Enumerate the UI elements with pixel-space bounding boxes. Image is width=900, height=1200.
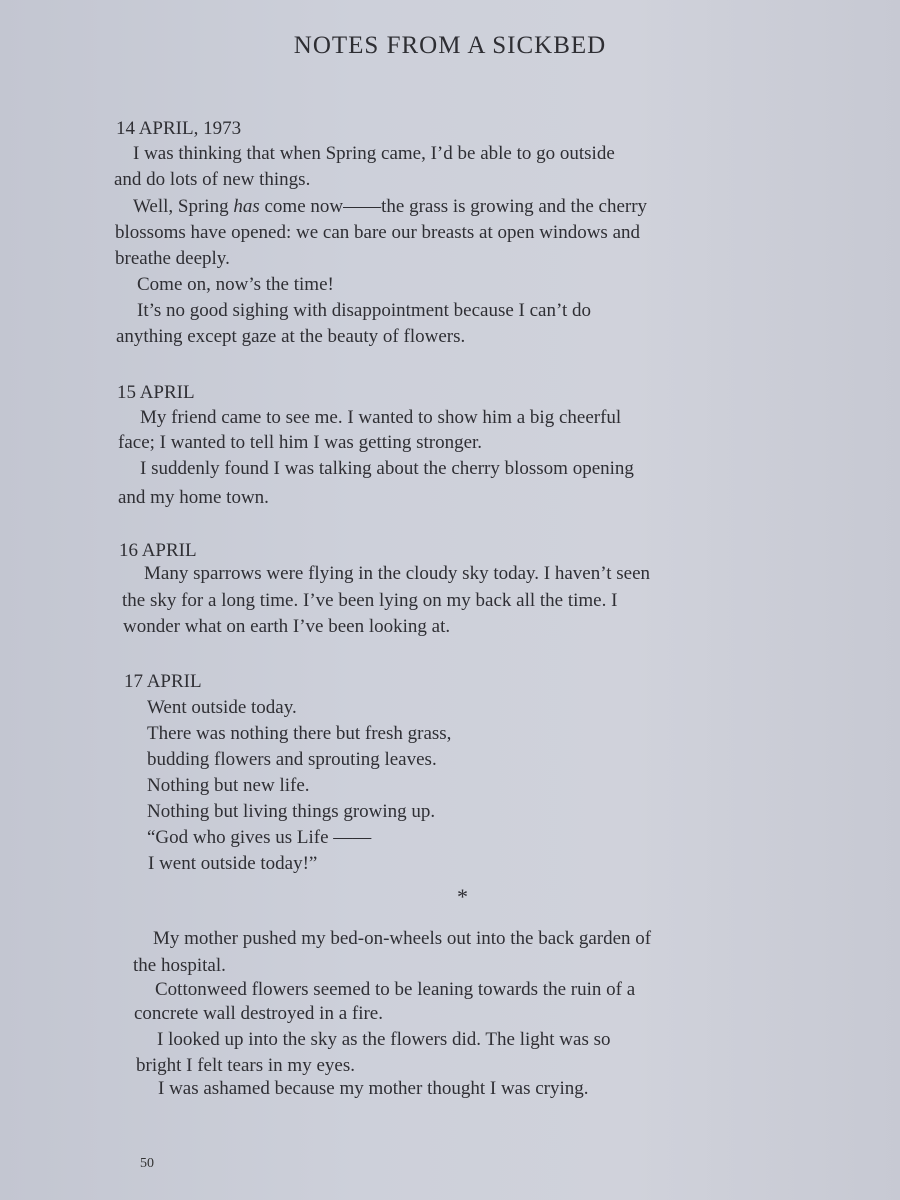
entry-line: the sky for a long time. I’ve been lying on my back all the time. I [122,590,618,611]
entry-line: “God who gives us Life —— [147,827,372,848]
entry-date: 15 APRIL [117,382,195,403]
entry-line: and my home town. [118,487,269,508]
entry-line: I was thinking that when Spring came, I’d be able to go outside [133,143,615,164]
page-title: NOTES FROM A SICKBED [293,32,607,59]
entry-date: 16 APRIL [119,540,197,561]
passage-line: I looked up into the sky as the flowers did. The light was so [157,1029,611,1050]
entry-line: wonder what on earth I’ve been looking at. [123,616,451,637]
entry-line: and do lots of new things. [114,169,311,190]
entry-line: Come on, now’s the time! [137,274,334,295]
entry-line: budding flowers and sprouting leaves. [147,749,437,770]
entry-line: There was nothing there but fresh grass, [147,723,452,744]
entry-line: Nothing but new life. [147,775,310,796]
emphasis-text: has [233,196,260,217]
entry-line: I went outside today!” [148,853,318,874]
passage-line: concrete wall destroyed in a fire. [134,1003,383,1024]
entry-line: face; I wanted to tell him I was getting stronger. [118,432,483,453]
entry-line: anything except gaze at the beauty of flowers. [116,326,466,347]
entry-date: 14 APRIL, 1973 [116,118,242,139]
entry-line: breathe deeply. [115,248,230,269]
entry-line: Many sparrows were flying in the cloudy sky today. I haven’t seen [144,563,651,584]
entry-line: Well, Spring has come now——the grass is growing and the cherry [133,196,648,217]
passage-line: bright I felt tears in my eyes. [136,1055,355,1076]
entry-line: It’s no good sighing with disappointment because I can’t do [137,300,591,321]
entry-line: blossoms have opened: we can bare our breasts at open windows and [115,222,640,243]
entry-line: I suddenly found I was talking about the cherry blossom opening [140,458,634,479]
page-number: 50 [140,1156,154,1171]
passage-line: Cottonweed flowers seemed to be leaning towards the ruin of a [155,979,636,1000]
passage-line: I was ashamed because my mother thought I was crying. [158,1078,589,1099]
passage-line: My mother pushed my bed-on-wheels out into the back garden of [153,928,652,949]
passage-line: the hospital. [133,955,226,976]
section-separator: * [457,884,468,909]
entry-date: 17 APRIL [124,671,202,692]
entry-line: Went outside today. [147,697,297,718]
entry-line: My friend came to see me. I wanted to show him a big cheerful [140,407,622,428]
entry-line: Nothing but living things growing up. [147,801,436,822]
